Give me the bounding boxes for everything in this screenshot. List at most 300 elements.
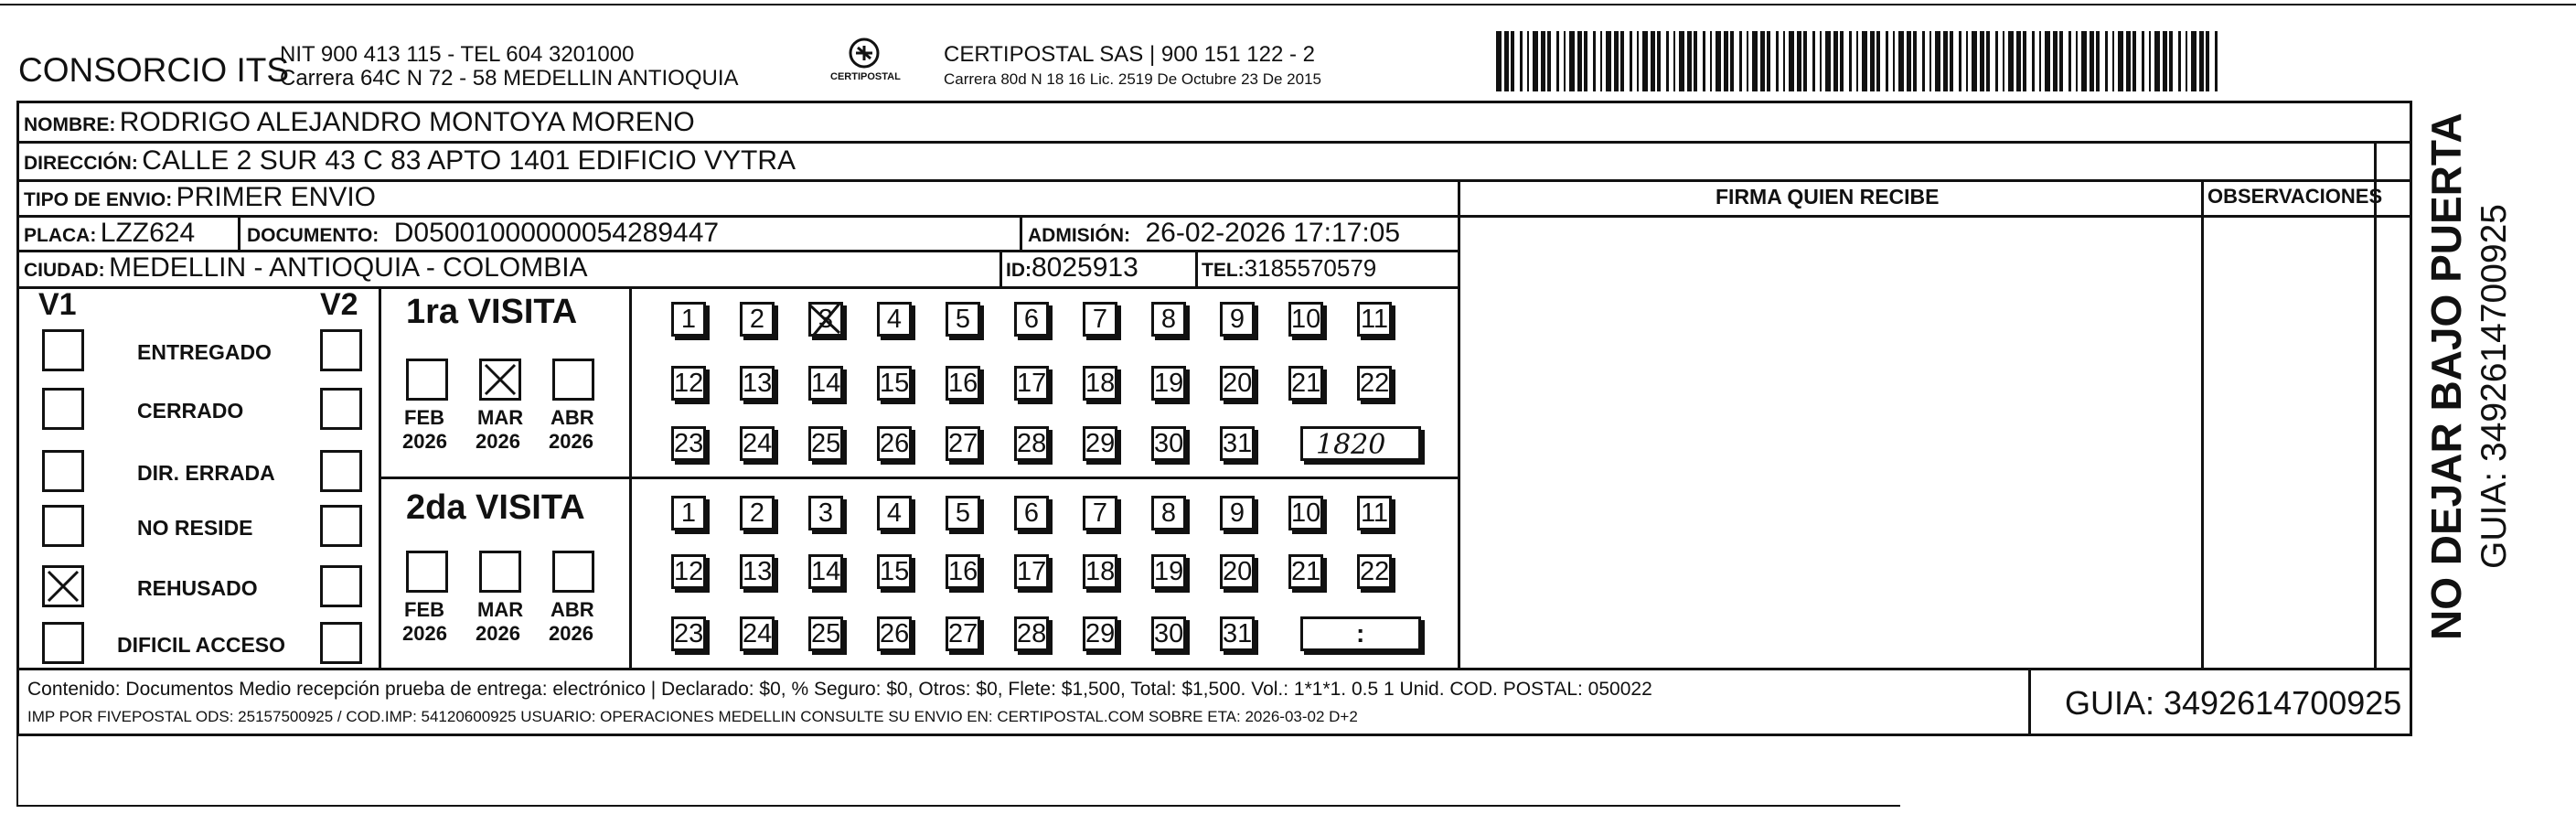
month-checkbox[interactable] — [552, 551, 594, 593]
day-number: 26 — [880, 619, 910, 648]
day-box[interactable] — [946, 366, 980, 401]
day-box[interactable] — [1014, 302, 1049, 337]
barcode-bar — [2142, 31, 2144, 91]
barcode-bar — [1504, 31, 1509, 91]
barcode-bar — [1943, 31, 1948, 91]
day-number: 18 — [1085, 369, 1116, 398]
barcode-bar — [2105, 31, 2108, 91]
day-number: 31 — [1223, 429, 1253, 458]
barcode-bar — [2059, 31, 2063, 91]
day-box[interactable] — [1014, 366, 1049, 401]
month-checkbox[interactable] — [406, 551, 448, 593]
v1-header: V1 — [38, 287, 77, 322]
barcode-bar — [1724, 31, 1728, 91]
barcode-bar — [1716, 31, 1721, 91]
day-box[interactable] — [808, 366, 843, 401]
barcode-bar — [1886, 31, 1888, 91]
placa-label: PLACA: — [24, 225, 97, 246]
day-box[interactable] — [946, 302, 980, 337]
status-label: CERRADO — [137, 399, 244, 423]
day-box[interactable] — [1288, 554, 1323, 589]
day-box[interactable] — [1288, 302, 1323, 337]
barcode-bar — [1849, 31, 1852, 91]
status-v2-checkbox[interactable] — [320, 450, 362, 492]
day-number: 2 — [749, 305, 765, 334]
ciudad-row — [24, 252, 588, 284]
barcode-bar — [2016, 31, 2021, 91]
barcode-bar — [1803, 31, 1807, 91]
day-check-mark — [808, 302, 843, 337]
barcode-bar — [1606, 31, 1611, 91]
barcode-bar — [2068, 31, 2071, 91]
day-number: 8 — [1160, 305, 1177, 334]
day-box[interactable] — [1014, 554, 1049, 589]
day-box[interactable] — [671, 426, 706, 461]
day-box[interactable] — [740, 496, 775, 530]
visit1-time-box — [1300, 426, 1421, 461]
barcode-bar — [1986, 31, 1990, 91]
barcode-bar — [1752, 31, 1758, 91]
day-number: 22 — [1360, 557, 1390, 586]
day-number: 7 — [1092, 305, 1108, 334]
barcode-bar — [1966, 31, 1968, 91]
month-checkbox[interactable] — [406, 359, 448, 401]
day-box[interactable] — [808, 616, 843, 651]
day-box[interactable] — [740, 554, 775, 589]
barcode-bar — [1862, 31, 1867, 91]
day-number: 9 — [1229, 498, 1245, 528]
barcode-bar — [1760, 31, 1765, 91]
barcode-bar — [1870, 31, 1875, 91]
day-box[interactable] — [671, 616, 706, 651]
barcode-bar — [1569, 31, 1575, 91]
barcode-bar — [1980, 31, 1984, 91]
day-number: 7 — [1092, 498, 1108, 528]
tel-value: 3185570579 — [1244, 254, 1377, 282]
side-warning: NO DEJAR BAJO PUERTA — [2422, 112, 2470, 640]
status-v1-checkbox[interactable] — [42, 565, 84, 607]
barcode-bar — [1620, 31, 1624, 91]
status-label: REHUSADO — [137, 576, 258, 600]
day-box[interactable] — [808, 496, 843, 530]
day-number: 19 — [1154, 557, 1184, 586]
footer-contenido: Contenido: Documentos Medio recepción prueba de entrega: electrónico | Declarado: $0, % Seguro: $0, Otros: $0, Flete: $1,500, Total: $1,500. Vol.: 1*1*1. 0.5 1 Unid. COD. POSTAL: 050022 — [27, 679, 1652, 700]
day-number: 31 — [1223, 619, 1253, 648]
day-number: 14 — [811, 557, 841, 586]
status-v1-checkbox[interactable] — [42, 388, 84, 430]
status-v2-checkbox[interactable] — [320, 388, 362, 430]
visit2-time: : — [1356, 619, 1365, 648]
day-number: 20 — [1223, 557, 1253, 586]
row-line — [16, 286, 1458, 289]
day-number: 27 — [948, 619, 978, 648]
day-box[interactable] — [1083, 302, 1117, 337]
day-box[interactable] — [1083, 616, 1117, 651]
barcode-bar — [1577, 31, 1582, 91]
day-box[interactable] — [1151, 496, 1186, 530]
day-number: 25 — [811, 619, 841, 648]
day-box[interactable] — [1357, 496, 1392, 530]
barcode-bar — [1657, 31, 1661, 91]
barcode-bar — [2096, 31, 2100, 91]
status-v1-checkbox[interactable] — [42, 329, 84, 371]
barcode-bar — [1710, 31, 1712, 91]
tipo-value: PRIMER ENVIO — [176, 182, 377, 212]
barcode-bar — [2149, 31, 2151, 91]
day-number: 28 — [1017, 429, 1047, 458]
day-box[interactable] — [1151, 616, 1186, 651]
day-box[interactable] — [1083, 554, 1117, 589]
barcode-bar — [1876, 31, 1880, 91]
day-number: 23 — [674, 429, 704, 458]
barcode-bar — [2032, 31, 2035, 91]
day-box[interactable] — [946, 616, 980, 651]
company-name: CONSORCIO ITS — [18, 51, 290, 89]
barcode-bar — [1666, 31, 1669, 91]
status-label: NO RESIDE — [137, 516, 253, 540]
barcode-bar — [1496, 31, 1502, 91]
day-number: 17 — [1017, 557, 1047, 586]
barcode-bar — [1747, 31, 1748, 91]
barcode-bar — [1856, 31, 1858, 91]
status-v2-checkbox[interactable] — [320, 329, 362, 371]
day-box[interactable] — [877, 366, 912, 401]
documento-value: D05001000000054289447 — [393, 218, 720, 248]
day-number: 13 — [743, 557, 773, 586]
barcode-bar — [1995, 31, 1998, 91]
day-number: 27 — [948, 429, 978, 458]
day-number: 30 — [1154, 619, 1184, 648]
tipo-row — [24, 182, 376, 213]
status-v1-checkbox[interactable] — [42, 450, 84, 492]
day-box[interactable] — [1357, 302, 1392, 337]
day-box[interactable] — [877, 302, 912, 337]
documento-row — [247, 218, 719, 249]
partner-name: CERTIPOSTAL SAS | 900 151 122 - 2 — [944, 42, 1315, 67]
documento-label: DOCUMENTO: — [247, 225, 379, 246]
day-number: 15 — [880, 557, 910, 586]
day-number: 24 — [743, 429, 773, 458]
day-box[interactable] — [740, 302, 775, 337]
barcode-bar — [1840, 31, 1844, 91]
status-label: DIFICIL ACCESO — [117, 633, 286, 657]
barcode-bar — [1687, 31, 1692, 91]
barcode-bar — [2118, 31, 2123, 91]
day-number: 16 — [948, 557, 978, 586]
barcode-bar — [1820, 31, 1822, 91]
barcode-bar — [2163, 31, 2167, 91]
id-value: 8025913 — [1031, 252, 1138, 283]
nombre-row — [24, 107, 695, 138]
barcode-bar — [1547, 31, 1551, 91]
month-checkbox[interactable] — [479, 551, 521, 593]
day-number: 19 — [1154, 369, 1184, 398]
day-box[interactable] — [877, 554, 912, 589]
barcode-bar — [1789, 31, 1794, 91]
day-box[interactable] — [1014, 426, 1049, 461]
row-line — [16, 141, 2412, 144]
day-box[interactable] — [1014, 496, 1049, 530]
month-year: 2026 — [402, 622, 447, 645]
day-box[interactable] — [1220, 426, 1255, 461]
day-number: 22 — [1360, 369, 1390, 398]
v2-header: V2 — [320, 287, 358, 322]
day-box[interactable] — [877, 496, 912, 530]
barcode — [1496, 31, 2228, 91]
day-box[interactable] — [1288, 366, 1323, 401]
day-number: 11 — [1360, 498, 1389, 528]
day-number: 5 — [955, 498, 971, 528]
col-line — [238, 215, 240, 252]
barcode-bar — [1898, 31, 1904, 91]
direccion-row — [24, 145, 796, 177]
day-box[interactable] — [877, 426, 912, 461]
day-box[interactable] — [808, 426, 843, 461]
day-number: 26 — [880, 429, 910, 458]
day-number: 10 — [1291, 498, 1321, 528]
barcode-bar — [1637, 31, 1639, 91]
col-line — [2374, 141, 2377, 669]
barcode-bar — [2112, 31, 2114, 91]
day-number: 24 — [743, 619, 773, 648]
barcode-bar — [1600, 31, 1602, 91]
day-box[interactable] — [1151, 426, 1186, 461]
ciudad-label: CIUDAD: — [24, 260, 105, 281]
day-number: 29 — [1085, 429, 1116, 458]
status-label: ENTREGADO — [137, 340, 272, 364]
barcode-bar — [1651, 31, 1655, 91]
day-number: 16 — [948, 369, 978, 398]
tipo-label: TIPO DE ENVIO: — [24, 189, 173, 210]
status-v2-checkbox[interactable] — [320, 565, 362, 607]
barcode-bar — [2008, 31, 2014, 91]
admision-label: ADMISIÓN: — [1028, 225, 1130, 246]
col-line — [2028, 668, 2031, 736]
company-nit: NIT 900 413 115 - TEL 604 3201000 — [280, 42, 635, 67]
footer-guia: GUIA: 3492614700925 — [2065, 684, 2402, 722]
month-label: MAR — [477, 598, 524, 621]
day-box[interactable] — [1357, 366, 1392, 401]
day-box[interactable] — [1151, 554, 1186, 589]
barcode-bar — [2045, 31, 2050, 91]
observaciones-header: OBSERVACIONES — [2207, 185, 2383, 208]
firma-header: FIRMA QUIEN RECIBE — [1716, 185, 1940, 209]
nombre-value: RODRIGO ALEJANDRO MONTOYA MORENO — [119, 107, 695, 137]
partner-address: Carrera 80d N 18 16 Lic. 2519 De Octubre 23 De 2015 — [944, 70, 1321, 88]
barcode-bar — [2191, 31, 2197, 91]
day-number: 21 — [1291, 369, 1321, 398]
placa-row — [24, 218, 195, 249]
col-line — [1020, 215, 1022, 252]
day-box[interactable] — [877, 616, 912, 651]
barcode-bar — [1833, 31, 1838, 91]
day-number: 21 — [1291, 557, 1321, 586]
barcode-bar — [2215, 31, 2218, 91]
barcode-bar — [2169, 31, 2173, 91]
tel-row — [1202, 254, 1376, 283]
day-box[interactable] — [1151, 366, 1186, 401]
barcode-bar — [1767, 31, 1770, 91]
row-line — [16, 668, 2412, 670]
status-v1-checkbox[interactable] — [42, 505, 84, 547]
day-box[interactable] — [1220, 496, 1255, 530]
day-number: 18 — [1085, 557, 1116, 586]
barcode-bar — [1812, 31, 1815, 91]
day-box[interactable] — [1014, 616, 1049, 651]
status-v2-checkbox[interactable] — [320, 505, 362, 547]
day-box[interactable] — [1083, 426, 1117, 461]
month-checkbox[interactable] — [552, 359, 594, 401]
col-line — [1458, 179, 1460, 669]
day-box[interactable] — [671, 366, 706, 401]
visit2-title: 2da VISITA — [406, 488, 585, 527]
day-box[interactable] — [1220, 616, 1255, 651]
status-label: DIR. ERRADA — [137, 461, 275, 485]
status-v2-checkbox[interactable] — [320, 622, 362, 664]
barcode-bar — [1520, 31, 1523, 91]
col-line — [1195, 250, 1198, 286]
barcode-bar — [1673, 31, 1675, 91]
day-box[interactable] — [946, 554, 980, 589]
barcode-bar — [1614, 31, 1619, 91]
barcode-bar — [1776, 31, 1779, 91]
footer-imp: IMP POR FIVEPOSTAL ODS: 25157500925 / COD.IMP: 54120600925 USUARIO: OPERACIONES MEDELLIN CONSULTE SU ENVIO EN: CERTIPOSTAL.COM SOBRE ETA: 2026-03-02 D+2 — [27, 708, 1358, 725]
day-box[interactable] — [740, 616, 775, 651]
day-number: 17 — [1017, 369, 1047, 398]
barcode-bar — [1972, 31, 1977, 91]
month-label: ABR — [550, 598, 594, 621]
admision-row — [1028, 218, 1400, 249]
barcode-bar — [1907, 31, 1911, 91]
ciudad-value: MEDELLIN - ANTIOQUIA - COLOMBIA — [109, 252, 588, 283]
barcode-bar — [1959, 31, 1961, 91]
certipostal-logo — [823, 37, 905, 91]
day-number: 12 — [674, 557, 704, 586]
logo-text: CERTIPOSTAL — [830, 71, 901, 82]
barcode-bar — [1556, 31, 1559, 91]
day-number: 25 — [811, 429, 841, 458]
day-box[interactable] — [1220, 302, 1255, 337]
side-guia: GUIA: 3492614700925 — [2474, 204, 2514, 569]
tel-label: TEL: — [1202, 260, 1245, 281]
barcode-bar — [1935, 31, 1940, 91]
month-label: MAR — [477, 406, 524, 429]
day-box[interactable] — [1288, 496, 1323, 530]
day-box[interactable] — [808, 554, 843, 589]
id-label: ID: — [1006, 260, 1031, 281]
barcode-bar — [1564, 31, 1566, 91]
barcode-bar — [1929, 31, 1931, 91]
visit1-time: 1820 — [1316, 429, 1386, 461]
day-box[interactable] — [1220, 554, 1255, 589]
barcode-bar — [1533, 31, 1538, 91]
day-number: 28 — [1017, 619, 1047, 648]
barcode-bar — [1694, 31, 1697, 91]
month-checkbox[interactable] — [479, 359, 521, 401]
day-number: 1 — [680, 305, 697, 334]
barcode-bar — [1825, 31, 1831, 91]
barcode-bar — [2039, 31, 2041, 91]
day-number: 9 — [1229, 305, 1245, 334]
barcode-bar — [1703, 31, 1705, 91]
day-number: 20 — [1223, 369, 1253, 398]
day-number: 10 — [1291, 305, 1321, 334]
day-box[interactable] — [671, 496, 706, 530]
month-year: 2026 — [476, 622, 520, 645]
scan-bottom-edge — [16, 805, 1900, 807]
day-box[interactable] — [1083, 366, 1117, 401]
barcode-bar — [1630, 31, 1632, 91]
month-label: FEB — [404, 406, 444, 429]
day-number: 8 — [1160, 498, 1177, 528]
barcode-bar — [2186, 31, 2187, 91]
col-line — [2201, 179, 2204, 669]
barcode-bar — [1797, 31, 1801, 91]
day-box[interactable] — [946, 496, 980, 530]
direccion-value: CALLE 2 SUR 43 C 83 APTO 1401 EDIFICIO VYTRA — [142, 145, 796, 176]
month-year: 2026 — [476, 430, 520, 453]
barcode-bar — [1950, 31, 1953, 91]
barcode-bar — [1584, 31, 1587, 91]
day-number: 23 — [674, 619, 704, 648]
barcode-bar — [2132, 31, 2136, 91]
barcode-bar — [1893, 31, 1895, 91]
barcode-bar — [2076, 31, 2078, 91]
direccion-label: DIRECCIÓN: — [24, 153, 138, 174]
col-line — [999, 250, 1002, 286]
day-box[interactable] — [808, 302, 843, 337]
day-number: 6 — [1023, 498, 1040, 528]
day-box[interactable] — [671, 554, 706, 589]
status-v1-checkbox[interactable] — [42, 622, 84, 664]
day-box[interactable] — [1220, 366, 1255, 401]
day-number: 5 — [955, 305, 971, 334]
day-number: 6 — [1023, 305, 1040, 334]
day-box[interactable] — [946, 426, 980, 461]
day-number: 29 — [1085, 619, 1116, 648]
day-box[interactable] — [671, 302, 706, 337]
placa-value: LZZ624 — [100, 218, 196, 248]
barcode-bar — [2090, 31, 2094, 91]
barcode-bar — [2126, 31, 2131, 91]
day-number: 15 — [880, 369, 910, 398]
nombre-label: NOMBRE: — [24, 114, 116, 135]
barcode-bar — [1527, 31, 1529, 91]
barcode-bar — [1511, 31, 1514, 91]
scan-top-edge — [0, 4, 2576, 5]
barcode-bar — [1922, 31, 1925, 91]
day-box[interactable] — [740, 426, 775, 461]
barcode-bar — [1642, 31, 1648, 91]
barcode-bar — [1593, 31, 1596, 91]
day-box[interactable] — [740, 366, 775, 401]
barcode-bar — [1783, 31, 1785, 91]
barcode-bar — [2178, 31, 2181, 91]
day-number: 4 — [886, 498, 903, 528]
visit1-title: 1ra VISITA — [406, 293, 578, 331]
barcode-bar — [1739, 31, 1742, 91]
day-number: 4 — [886, 305, 903, 334]
day-box[interactable] — [1083, 496, 1117, 530]
day-number: 13 — [743, 369, 773, 398]
day-box[interactable] — [1357, 554, 1392, 589]
barcode-bar — [2154, 31, 2160, 91]
barcode-bar — [2023, 31, 2026, 91]
day-box[interactable] — [1151, 302, 1186, 337]
barcode-bar — [2003, 31, 2004, 91]
barcode-bar — [2053, 31, 2058, 91]
barcode-bar — [1679, 31, 1684, 91]
